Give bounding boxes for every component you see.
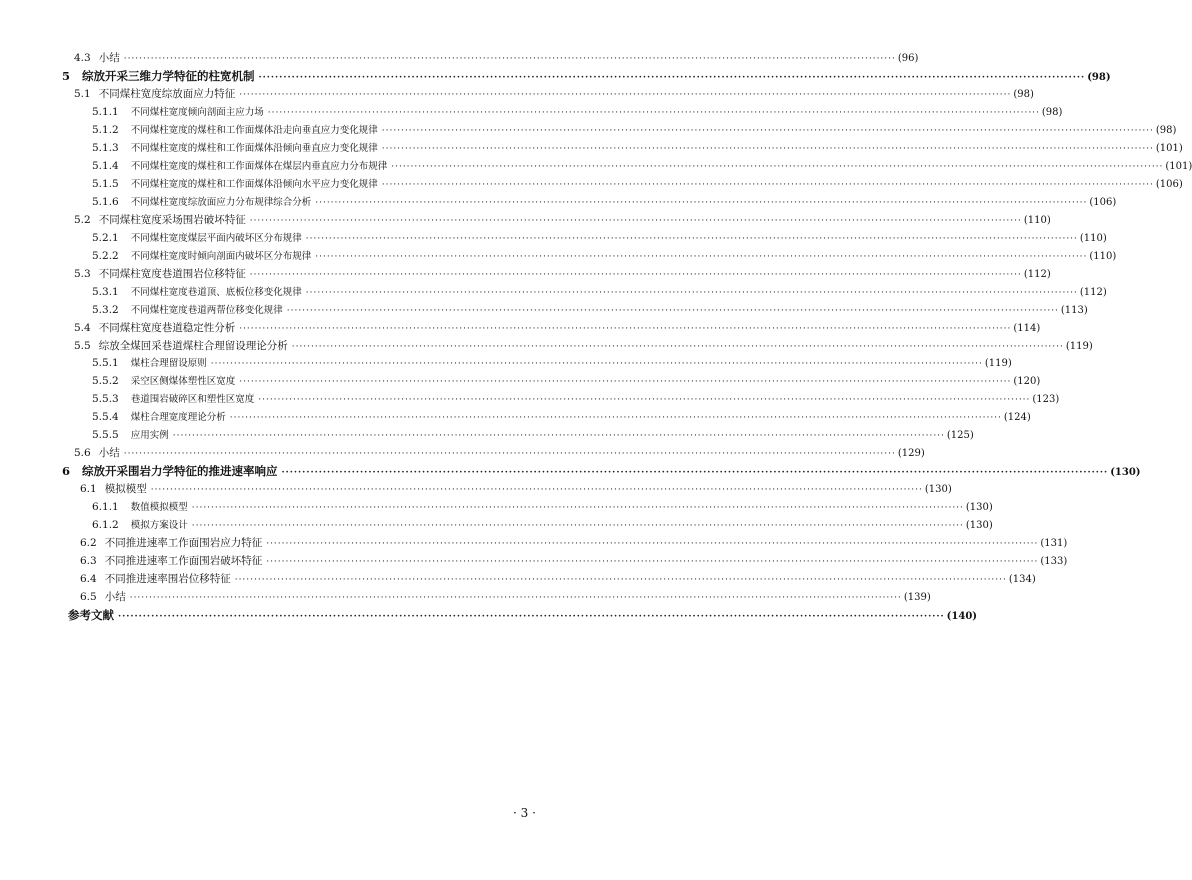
- toc-entry[interactable]: [62, 248, 1117, 266]
- toc-section-number: 5.5: [74, 339, 91, 352]
- toc-section-title: 不同煤柱宽度综放面应力特征: [98, 87, 236, 100]
- toc-section-number: 5.3.1: [92, 285, 119, 298]
- toc-dot-leader: ········································································································································································································: [267, 107, 1040, 118]
- toc-entry[interactable]: [62, 499, 993, 517]
- toc-dot-leader: ········································································································································································································: [266, 557, 1039, 568]
- toc-dot-leader: ········································································································································································································: [118, 612, 945, 623]
- page-number: · 3 ·: [513, 806, 536, 820]
- toc-entry[interactable]: [62, 409, 1031, 427]
- toc-dot-leader: ········································································································································································································: [381, 179, 1154, 190]
- toc-page-number: (139): [903, 592, 931, 604]
- toc-entry-references[interactable]: [62, 607, 978, 625]
- toc-page-number: (125): [946, 430, 974, 442]
- toc-page-number: (134): [1008, 574, 1036, 586]
- toc-dot-leader: ········································································································································································································: [258, 395, 1031, 406]
- toc-section-number: 5.6: [74, 447, 91, 460]
- toc-section-number: 5.1.6: [92, 195, 119, 208]
- toc-page-number: (133): [1040, 556, 1068, 568]
- toc-section-title: 小结: [98, 52, 120, 64]
- toc-page-number: (130): [965, 502, 993, 514]
- toc-entry[interactable]: [62, 463, 1141, 481]
- toc-entry[interactable]: [62, 284, 1107, 302]
- toc-page-number: (131): [1040, 538, 1068, 550]
- toc-page-number: (120): [1013, 376, 1041, 388]
- toc-section-number: 4.3: [74, 52, 91, 64]
- toc-entry[interactable]: [62, 122, 1177, 140]
- toc-page-number: (123): [1032, 394, 1060, 406]
- toc-section-number: 5: [62, 68, 71, 83]
- toc-entry[interactable]: [62, 176, 1183, 194]
- toc-section-title: 小结: [104, 591, 126, 604]
- toc-dot-leader: ········································································································································································································: [281, 468, 1109, 479]
- toc-dot-leader: ········································································································································································································: [286, 305, 1059, 316]
- toc-page-number: (98): [1087, 71, 1111, 83]
- table-of-contents: [62, 50, 1192, 625]
- toc-section-number: 6.1.2: [92, 519, 119, 532]
- toc-dot-leader: ········································································································································································································: [305, 233, 1078, 244]
- toc-section-number: 6.4: [80, 573, 97, 586]
- toc-section-number: 6.3: [80, 555, 97, 568]
- toc-section-number: 5.2.1: [92, 231, 119, 244]
- toc-page-number: (101): [1155, 142, 1183, 154]
- toc-entry[interactable]: [62, 50, 919, 68]
- toc-dot-leader: ········································································································································································································: [391, 161, 1164, 172]
- toc-dot-leader: ········································································································································································································: [234, 575, 1007, 586]
- toc-dot-leader: ········································································································································································································: [239, 89, 1012, 100]
- toc-page-number: (110): [1089, 250, 1117, 262]
- toc-entry[interactable]: [62, 373, 1041, 391]
- toc-section-number: 5.5.3: [92, 393, 119, 406]
- toc-section-number: 5.1.5: [92, 177, 119, 190]
- toc-entry[interactable]: [62, 86, 1034, 104]
- toc-section-title: 不同煤柱宽度的煤柱和工作面煤体沿倾向垂直应力变化规律: [130, 142, 378, 154]
- toc-page-number: (106): [1089, 196, 1117, 208]
- toc-section-number: 5.5.4: [92, 411, 119, 424]
- toc-section-number: 5.1.4: [92, 159, 119, 172]
- toc-dot-leader: ········································································································································································································: [249, 215, 1022, 226]
- toc-dot-leader: ········································································································································································································: [123, 449, 896, 460]
- toc-page-number: (130): [924, 484, 952, 496]
- toc-page-number: (98): [1013, 88, 1034, 100]
- toc-section-title: 不同煤柱宽度的煤柱和工作面煤体沿走向垂直应力变化规律: [130, 124, 378, 136]
- toc-entry[interactable]: [62, 571, 1036, 589]
- toc-section-title: 不同煤柱宽度的煤柱和工作面煤体沿倾向水平应力变化规律: [130, 178, 378, 190]
- toc-entry[interactable]: [62, 589, 931, 607]
- toc-entry[interactable]: [62, 158, 1192, 176]
- toc-section-title: 不同煤柱宽度巷道顶、底板位移变化规律: [130, 286, 302, 298]
- toc-dot-leader: ········································································································································································································: [172, 431, 945, 442]
- toc-section-title: 不同推进速率围岩位移特征: [104, 573, 231, 586]
- toc-entry[interactable]: [62, 104, 1063, 122]
- toc-section-number: 5.3.2: [92, 303, 119, 316]
- toc-section-title: 模拟模型: [104, 483, 147, 496]
- toc-page-number: (112): [1079, 286, 1107, 298]
- toc-section-title: 采空区侧煤体塑性区宽度: [130, 376, 236, 388]
- toc-section-number: 5.2.2: [92, 249, 119, 262]
- toc-dot-leader: ········································································································································································································: [239, 323, 1012, 334]
- toc-section-number: 6: [62, 464, 71, 479]
- toc-dot-leader: ········································································································································································································: [129, 593, 902, 604]
- toc-page-number: (98): [1041, 106, 1063, 118]
- toc-section-number: 6.1: [80, 483, 97, 496]
- toc-page-number: (124): [1003, 412, 1031, 424]
- toc-section-title: 综放开采围岩力学特征的推进速率响应: [82, 464, 278, 479]
- toc-page-number: (119): [1065, 340, 1093, 352]
- toc-entry[interactable]: [62, 445, 925, 463]
- toc-section-title: 不同煤柱宽度巷道稳定性分析: [98, 321, 236, 334]
- toc-section-number: 5.5.5: [92, 429, 119, 442]
- toc-page-number: (129): [897, 448, 925, 460]
- toc-dot-leader: ········································································································································································································: [229, 413, 1002, 424]
- toc-section-title: 综放全煤回采巷道煤柱合理留设理论分析: [98, 339, 288, 352]
- toc-page-number: (98): [1155, 124, 1177, 136]
- toc-page-number: (101): [1165, 160, 1192, 172]
- toc-page-number: (112): [1023, 268, 1051, 280]
- toc-section-number: 5.1.2: [92, 123, 119, 136]
- toc-section-number: 5.2: [74, 213, 91, 226]
- toc-entry[interactable]: [62, 266, 1051, 284]
- toc-section-title: 不同煤柱宽度倾向剖面主应力场: [130, 106, 264, 118]
- toc-dot-leader: ········································································································································································································: [191, 503, 964, 514]
- toc-dot-leader: ········································································································································································································: [249, 269, 1022, 280]
- toc-entry[interactable]: [62, 391, 1060, 409]
- toc-section-title: 不同煤柱宽度巷道两帮位移变化规律: [130, 304, 283, 316]
- toc-page-number: (106): [1155, 178, 1183, 190]
- toc-section-number: 5.4: [74, 321, 91, 334]
- toc-page-number: (96): [897, 53, 919, 64]
- toc-entry[interactable]: [62, 212, 1051, 230]
- toc-section-title: 巷道围岩破碎区和塑性区宽度: [130, 394, 255, 406]
- toc-dot-leader: ········································································································································································································: [150, 485, 923, 496]
- toc-page-number: (140): [946, 611, 978, 623]
- toc-entry[interactable]: [62, 302, 1088, 320]
- toc-dot-leader: ········································································································································································································: [305, 287, 1078, 298]
- toc-section-title: 模拟方案设计: [130, 520, 188, 532]
- toc-entry[interactable]: [62, 320, 1041, 338]
- toc-section-number: 5.3: [74, 267, 91, 280]
- toc-dot-leader: ········································································································································································································: [291, 341, 1064, 352]
- toc-entry[interactable]: [62, 140, 1183, 158]
- toc-dot-leader: ········································································································································································································: [266, 539, 1039, 550]
- toc-section-number: 5.1: [74, 87, 91, 100]
- toc-section-title: 应用实例: [130, 430, 169, 442]
- toc-dot-leader: ········································································································································································································: [210, 359, 983, 370]
- toc-section-number: 5.1.1: [92, 105, 119, 118]
- toc-section-title: 数值模拟模型: [130, 502, 188, 514]
- toc-dot-leader: ········································································································································································································: [123, 54, 896, 64]
- toc-entry[interactable]: [62, 230, 1107, 248]
- toc-dot-leader: ········································································································································································································: [381, 143, 1154, 154]
- toc-section-number: 6.5: [80, 591, 97, 604]
- toc-entry[interactable]: [62, 68, 1111, 86]
- toc-dot-leader: ········································································································································································································: [315, 251, 1088, 262]
- toc-page-number: (110): [1023, 214, 1051, 226]
- toc-section-number: 6.1.1: [92, 501, 119, 514]
- toc-section-title: 煤柱合理宽度理论分析: [130, 412, 226, 424]
- toc-section-title: 不同煤柱宽度时倾向剖面内破坏区分布规律: [130, 250, 312, 262]
- toc-page-number: (114): [1013, 322, 1041, 334]
- toc-entry[interactable]: [62, 338, 1093, 356]
- toc-dot-leader: ········································································································································································································: [239, 377, 1012, 388]
- toc-page-number: (130): [965, 520, 993, 532]
- toc-section-title: 不同煤柱宽度的煤柱和工作面煤体在煤层内垂直应力分布规律: [130, 160, 388, 172]
- toc-section-title: 不同推进速率工作面围岩应力特征: [104, 537, 263, 550]
- toc-page-number: (110): [1079, 232, 1107, 244]
- toc-section-number: 5.1.3: [92, 141, 119, 154]
- toc-dot-leader: ········································································································································································································: [258, 72, 1086, 83]
- toc-section-title: 不同煤柱宽度巷道围岩位移特征: [98, 267, 246, 280]
- toc-entry[interactable]: [62, 517, 993, 535]
- toc-page-number: (113): [1060, 304, 1088, 316]
- toc-entry[interactable]: [62, 553, 1068, 571]
- toc-section-number: 5.5.2: [92, 375, 119, 388]
- toc-section-title: 不同煤柱宽度采场围岩破坏特征: [98, 213, 246, 226]
- toc-entry[interactable]: [62, 481, 952, 499]
- toc-entry[interactable]: [62, 355, 1012, 373]
- toc-entry[interactable]: [62, 427, 974, 445]
- toc-page-number: (119): [984, 358, 1012, 370]
- toc-dot-leader: ········································································································································································································: [191, 521, 964, 532]
- toc-section-title: 不同煤柱宽度综放面应力分布规律综合分析: [130, 196, 312, 208]
- toc-section-title: 参考文献: [68, 608, 114, 623]
- toc-entry[interactable]: [62, 194, 1117, 212]
- toc-section-title: 综放开采三维力学特征的柱宽机制: [82, 68, 255, 83]
- toc-section-title: 不同推进速率工作面围岩破坏特征: [104, 555, 263, 568]
- toc-dot-leader: ········································································································································································································: [381, 125, 1154, 136]
- toc-section-title: 煤柱合理留设原则: [130, 358, 207, 370]
- toc-page-number: (130): [1110, 467, 1141, 479]
- toc-dot-leader: ········································································································································································································: [315, 197, 1088, 208]
- toc-section-number: 5.5.1: [92, 357, 119, 370]
- toc-section-title: 不同煤柱宽度煤层平面内破坏区分布规律: [130, 232, 302, 244]
- toc-section-title: 小结: [98, 447, 120, 460]
- toc-entry[interactable]: [62, 535, 1068, 553]
- toc-section-number: 6.2: [80, 537, 97, 550]
